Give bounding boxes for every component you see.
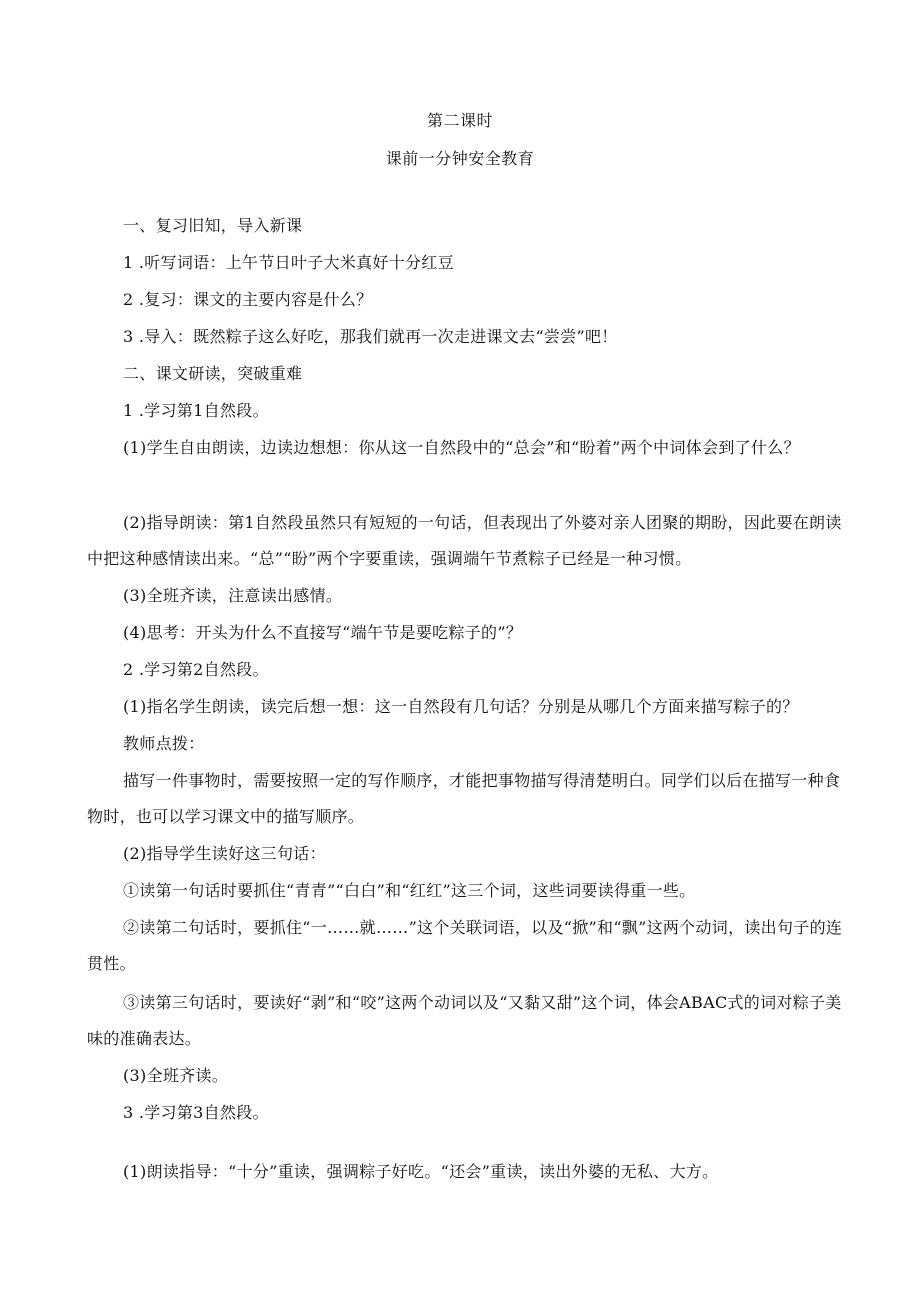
item-2-1: 1 .学习第1自然段。: [123, 401, 269, 420]
lesson-title: 第二课时: [426, 111, 493, 130]
item-1-2: 2 .复习：课文的主要内容是什么？: [123, 290, 373, 309]
section-heading-2: 二、课文研读，突破重难: [123, 364, 303, 383]
item-2-2-c: (3)全班齐读。: [123, 1066, 229, 1085]
item-2-3-a: (1)朗读指导：“十分”重读，强调粽子好吃。“还会”重读，读出外婆的无私、大方。: [123, 1162, 719, 1181]
item-2-2-b1: ①读第一句话时要抓住“青青”“白白”和“红红”这三个词，这些词要读得重一些。: [123, 881, 696, 900]
item-2-1-d: (4)思考：开头为什么不直接写“端午节是要吃粽子的”？: [123, 623, 523, 642]
item-2-1-c: (3)全班齐读，注意读出感情。: [123, 586, 343, 605]
item-2-2: 2 .学习第2自然段。: [123, 660, 269, 679]
item-1-3: 3 .导入：既然粽子这么好吃，那我们就再一次走进课文去“尝尝”吧！: [123, 327, 618, 346]
item-2-2-b2: ②读第二句话时，要抓住“一……就……”这个关联词语，以及“掀”和“飘”这两个动词，读出句子的连贯性。: [87, 918, 843, 973]
item-2-1-b: (2)指导朗读：第1自然段虽然只有短短的一句话，但表现出了外婆对亲人团聚的期盼，因此要在朗读中把这种感情读出来。“总”“盼”两个字要重读，强调端午节煮粽子已经是一种习惯。: [87, 513, 842, 568]
lesson-subtitle: 课前一分钟安全教育: [385, 149, 535, 168]
section-heading-1: 一、复习旧知，导入新课: [123, 216, 303, 235]
item-2-1-a: (1)学生自由朗读，边读边想想：你从这一自然段中的“总会”和“盼着”两个中词体会到了什么？: [123, 438, 800, 457]
item-2-2-a: (1)指名学生朗读，读完后想一想：这一自然段有几句话？分别是从哪几个方面来描写粽子的？: [123, 697, 799, 716]
item-2-2-b: (2)指导学生读好这三句话：: [123, 844, 326, 863]
teacher-tip-label: 教师点拨：: [123, 734, 205, 753]
item-2-2-b3: ③读第三句话时，要读好“剥”和“咬”这两个动词以及“又黏又甜”这个词，体会ABAC式的词对粽子美味的准确表达。: [87, 993, 842, 1048]
teacher-tip-text: 描写一件事物时，需要按照一定的写作顺序，才能把事物描写得清楚明白。同学们以后在描写一种食物时，也可以学习课文中的描写顺序。: [87, 771, 841, 826]
item-1-1: 1 .听写词语：上午节日叶子大米真好十分红豆: [123, 253, 454, 272]
item-2-3: 3 .学习第3自然段。: [123, 1103, 269, 1122]
